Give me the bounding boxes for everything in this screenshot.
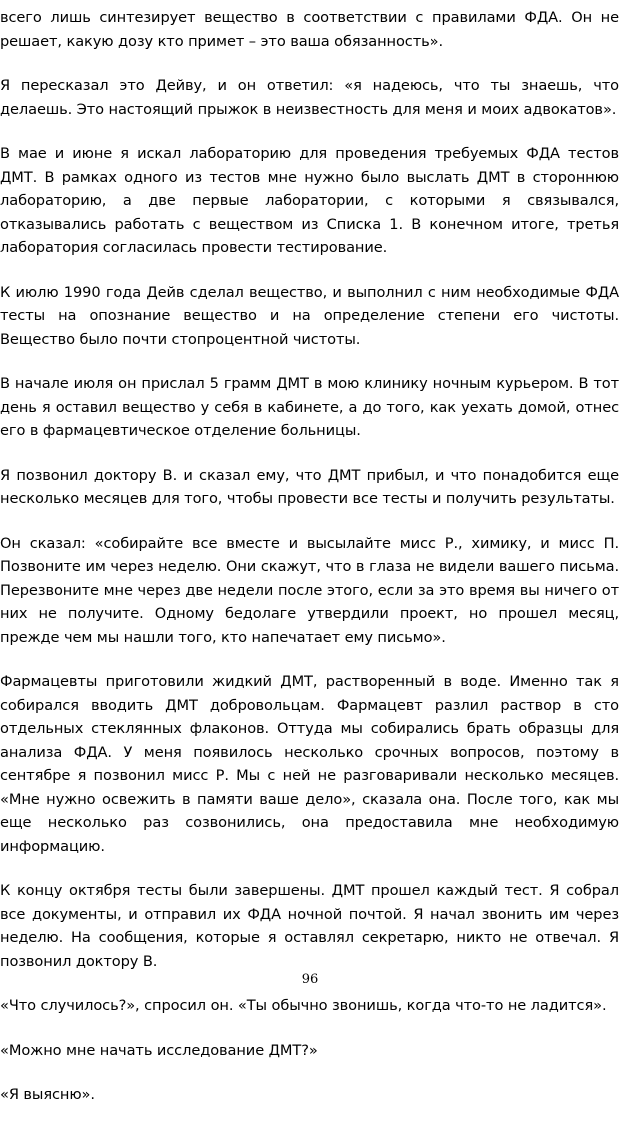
- paragraph: «Можно мне начать исследование ДМТ?»: [0, 1041, 318, 1059]
- paragraph: В начале июля он прислал 5 грамм ДМТ в мою клинику ночным курьером. В тот день я оставил вещество у себя в кабинете, а до того, как уехать домой, отнес его в фармацевтическое отделение больницы.: [0, 375, 619, 439]
- paragraph: всего лишь синтезирует вещество в соответствии с правилами ФДА. Он не решает, какую дозу кто примет – это ваша обязанность».: [0, 9, 619, 50]
- paragraph: К июлю 1990 года Дейв сделал вещество, и выполнил с ним необходимые ФДА тесты на опознание вещество и на определение степени его чистоты. Вещество было почти стопроцентной чистоты.: [0, 283, 619, 348]
- paragraph: «Что случилось?», спросил он. «Ты обычно звонишь, когда что-то не ладится».: [0, 997, 607, 1014]
- paragraph: Фармацевты приготовили жидкий ДМТ, растворенный в воде. Именно так я собирался вводить ДМТ добровольцам. Фармацевт разлил раствор в сто отдельных стеклянных флаконов. Оттуда мы собирались брать образцы для анализа ФДА. У меня появилось несколько срочных вопросов, поэтому в сентябре я позвонил мисс Р. Мы с ней не разговаривали несколько месяцев. «Мне нужно освежить в памяти ваше дело», сказала она. После того, как мы еще несколько раз созвонились, она предоставила мне необходимую информацию.: [0, 673, 619, 855]
- paragraph: «Я выясню».: [0, 1086, 95, 1103]
- body-text: [0, 6, 619, 1128]
- page-number: 96: [301, 972, 319, 987]
- paragraph: К концу октября тесты были завершены. ДМТ прошел каждый тест. Я собрал все документы, и отправил их ФДА ночной почтой. Я начал звонить им через неделю. На сообщения, которые я оставлял секретарю, никто не отвечал. Я позвонил доктору В.: [0, 882, 619, 970]
- paragraph: Я пересказал это Дейву, и он ответил: «я надеюсь, что ты знаешь, что делаешь. Это настоящий прыжок в неизвестность для меня и моих адвокатов».: [0, 77, 619, 118]
- paragraph: В мае и июне я искал лабораторию для проведения требуемых ФДА тестов ДМТ. В рамках одного из тестов мне нужно было выслать ДМТ в стороннюю лабораторию, а две первые лаборатории, с которыми я связывался, отказывались работать с веществом из Списка 1. В конечном итоге, третья лаборатория согласилась провести тестирование.: [0, 145, 619, 256]
- paragraph: Он сказал: «собирайте все вместе и высылайте мисс Р., химику, и мисс П. Позвоните им через неделю. Они скажут, что в глаза не видели вашего письма. Перезвоните мне через две недели после этого, если за это время вы ничего от них не получите. Одному бедолаге утвердили проект, но прошел месяц, прежде чем мы нашли того, кто напечатает ему письмо».: [0, 534, 619, 646]
- paragraph: Я позвонил доктору В. и сказал ему, что ДМТ прибыл, и что понадобится еще несколько месяцев для того, чтобы провести все тесты и получить результаты.: [0, 466, 619, 507]
